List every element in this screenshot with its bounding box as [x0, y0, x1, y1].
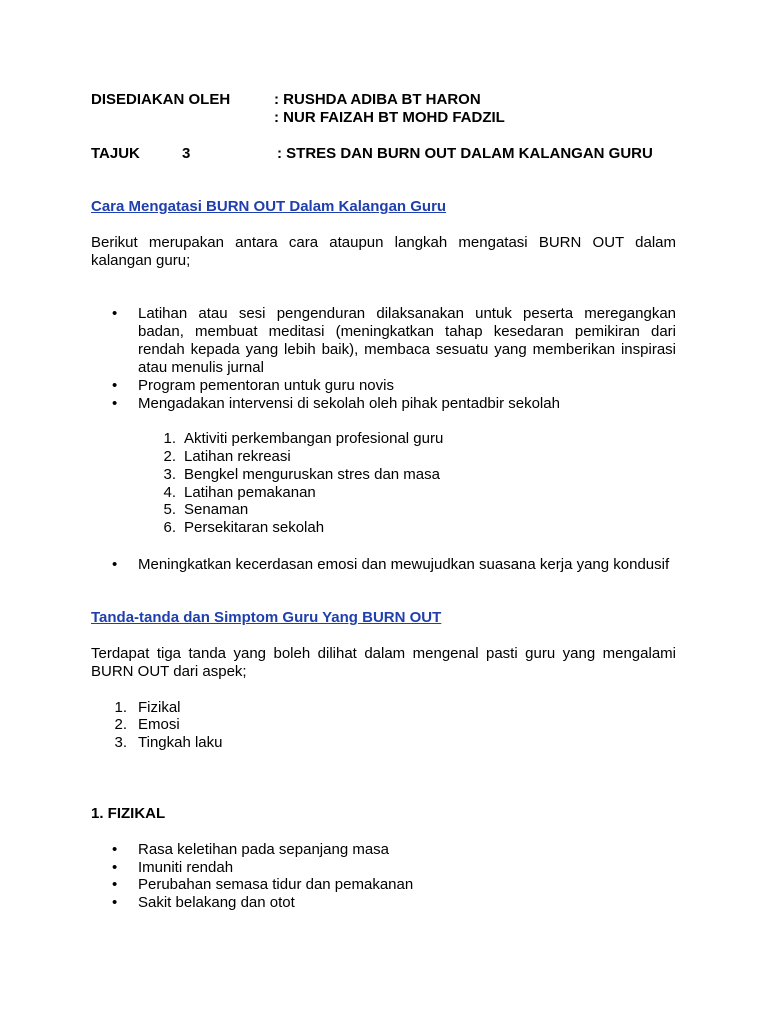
topic-number: 3 [182, 145, 191, 162]
bullet-icon: • [112, 305, 118, 322]
list-item: Program pementoran untuk guru novis [138, 377, 394, 394]
sublist-number: 4. [163, 484, 176, 501]
bullet-icon: • [112, 859, 118, 876]
sublist-item: Aktiviti perkembangan profesional guru [184, 430, 444, 447]
aspect-item: Fizikal [138, 699, 181, 716]
list-item: Latihan atau sesi pengenduran dilaksanakan untuk peserta meregangkan badan, membuat meditasi (meningkatkan tahap kesedaran pemikiran dari rendah kepada yang lebih baik), membaca sesuatu yang memberikan inspirasi atau menulis jurnal [138, 305, 676, 376]
bullet-icon: • [112, 377, 118, 394]
sublist-number: 3. [163, 466, 176, 483]
aspect-item: Tingkah laku [138, 734, 223, 751]
bullet-icon: • [112, 841, 118, 858]
list-item: Imuniti rendah [138, 859, 234, 876]
prepared-by-label: DISEDIAKAN OLEH [91, 91, 231, 108]
topic-title: : STRES DAN BURN OUT DALAM KALANGAN GURU [277, 145, 653, 162]
intro-paragraph-coping: Berikut merupakan antara cara ataupun langkah mengatasi BURN OUT dalam kalangan guru; [91, 234, 676, 269]
section-heading-symptoms: Tanda-tanda dan Simptom Guru Yang BURN OUT [91, 609, 442, 626]
sublist-number: 1. [163, 430, 176, 447]
bullet-icon: • [112, 894, 118, 911]
sublist-item: Persekitaran sekolah [184, 519, 325, 536]
list-item: Sakit belakang dan otot [138, 894, 295, 911]
sublist-item: Bengkel menguruskan stres dan masa [184, 466, 440, 483]
list-item: Meningkatkan kecerdasan emosi dan mewujudkan suasana kerja yang kondusif [138, 556, 670, 573]
list-item: Mengadakan intervensi di sekolah oleh pihak pentadbir sekolah [138, 395, 560, 412]
bullet-icon: • [112, 876, 118, 893]
bullet-icon: • [112, 556, 118, 573]
aspect-item: Emosi [138, 716, 180, 733]
sublist-number: 5. [163, 501, 176, 518]
sublist-item: Senaman [184, 501, 249, 518]
sublist-item: Latihan rekreasi [184, 448, 291, 465]
section-heading-physical: 1. FIZIKAL [91, 805, 166, 822]
author-name-1: : RUSHDA ADIBA BT HARON [274, 91, 481, 108]
section-heading-coping: Cara Mengatasi BURN OUT Dalam Kalangan Guru [91, 198, 447, 215]
aspect-number: 2. [114, 716, 127, 733]
sublist-item: Latihan pemakanan [184, 484, 316, 501]
aspect-number: 1. [114, 699, 127, 716]
bullet-icon: • [112, 395, 118, 412]
author-name-2: : NUR FAIZAH BT MOHD FADZIL [274, 109, 505, 126]
topic-label: TAJUK [91, 145, 140, 162]
sublist-number: 6. [163, 519, 176, 536]
aspect-number: 3. [114, 734, 127, 751]
intro-paragraph-symptoms: Terdapat tiga tanda yang boleh dilihat dalam mengenal pasti guru yang mengalami BURN OUT dari aspek; [91, 645, 676, 680]
list-item: Rasa keletihan pada sepanjang masa [138, 841, 390, 858]
sublist-number: 2. [163, 448, 176, 465]
list-item: Perubahan semasa tidur dan pemakanan [138, 876, 414, 893]
